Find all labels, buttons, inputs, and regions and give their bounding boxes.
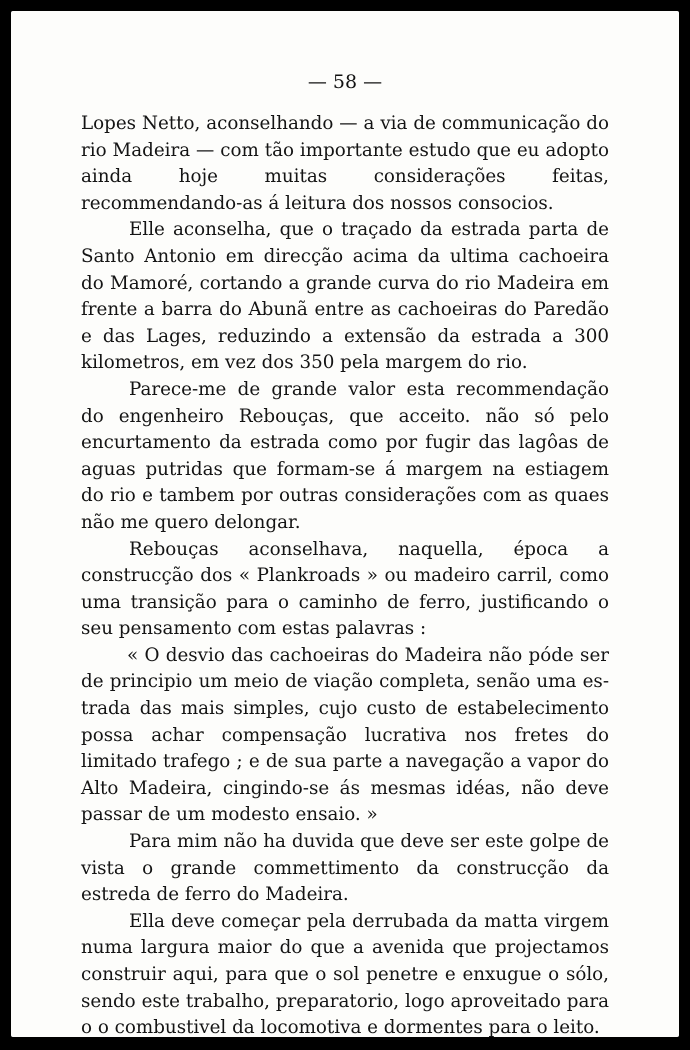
quotation-paragraph: « O desvio das cachoeiras do Madeira não póde ser de principio um meio de viação completa, senão uma estrada das mais simples, cujo custo de estabelecimento possa achar compensação lucrativa nos fretes do limitado trafego ; e de sua parte a navegação a vapor do Alto Madeira, cingindo-se ás mesmas idéas, não deve passar de um modesto ensaio. » [81,644,609,826]
paragraph-7: Ella deve começar pela derrubada da matta virgem numa largura maior do que a avenida que projectamos construir aqui, para que o sol penetre e enxugue o sólo, sendo este trabalho, preparatorio, logo aproveitado para o o combustivel da locomotiva e dormentes para o leito. [81,910,609,1037]
page-text [81,111,609,1037]
page-number: — 58 — [307,71,383,93]
paragraph-1: Lopes Netto, aconselhando — a via de communicação do rio Madeira — com tão importante estudo que eu adopto ainda hoje muitas considerações feitas, recommendando-as á leitura dos nossos consocios. [81,113,609,214]
paragraph-4: Rebouças aconselhava, naquella, época a construcção dos « Plankroads » ou madeiro carril, como uma transição para o caminho de ferro, justificando o seu pensamento com estas palavras : [81,538,609,640]
book-page [11,11,679,1037]
paragraph-2: Elle aconselha, que o traçado da estrada parta de Santo Antonio em direcção acima da ultima cachoeira do Mamoré, cortando a grande curva do rio Madeira em frente a barra do Abunã entre as cachoeiras do Paredão e das Lages, reduzindo a extensão da estrada a 300 kilometros, em vez dos 350 pela margem do rio. [81,219,609,374]
paragraph-3: Parece-me de grande valor esta recommendação do engenheiro Rebouças, que acceito. não só pelo encurtamento da estrada como por fugir das lagôas de aguas putridas que formam-se á margem na estiagem do rio e tambem por outras considerações com as quaes não me quero delongar. [81,378,609,533]
paragraph-6: Para mim não ha duvida que deve ser este golpe de vista o grande commettimento da construcção da estreda de ferro do Madeira. [81,831,609,906]
